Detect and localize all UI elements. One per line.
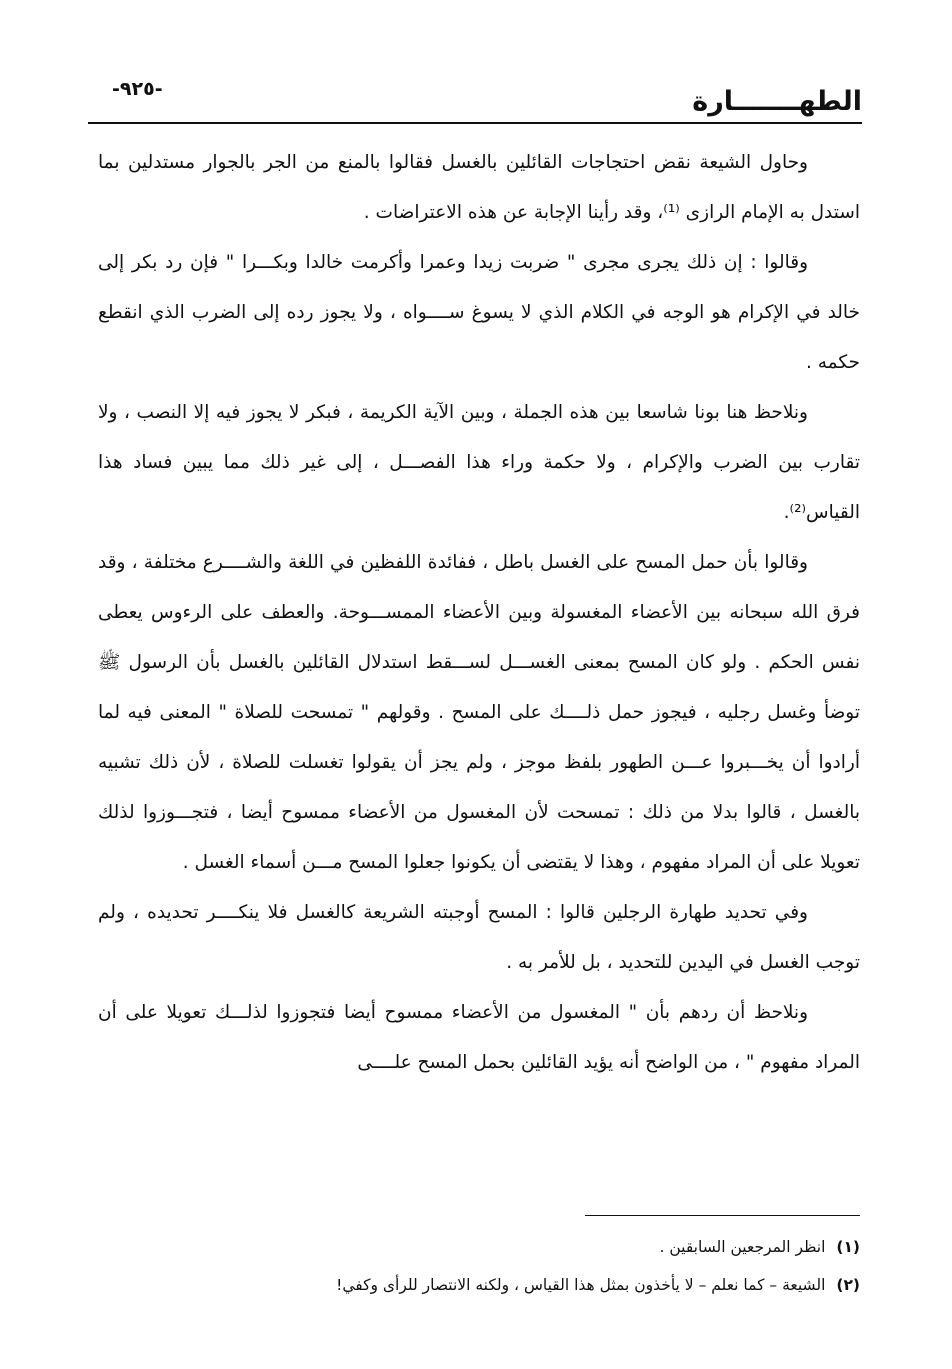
footnote — [98, 1228, 860, 1266]
running-title: الطهـــــــارة — [692, 86, 862, 117]
paragraph: وحاول الشيعة نقض احتجاجات القائلين بالغسل فقالوا بالمنع من الجر بالجوار مستدلين بما استدل به الإمام الرازى ⁽¹⁾، وقد رأينا الإجابة عن هذه الاعتراضات . — [98, 152, 860, 223]
header-divider — [88, 122, 862, 124]
footnote-text: انظر المرجعين السابقين . — [659, 1238, 826, 1256]
paragraph: وقالوا : إن ذلك يجرى مجرى " ضربت زيدا وعمرا وأكرمت خالدا وبكـــرا " فإن رد بكر إلى خالد في الإكرام هو الوجه في الكلام الذي لا يسوغ ســــواه ، ولا يجوز رده إلى الضرب الذي انقطع حكمه . — [98, 252, 860, 373]
footnote — [98, 1266, 860, 1304]
footnote-number: (٢) — [836, 1276, 860, 1294]
footnote-divider — [585, 1215, 860, 1216]
paragraph: وقالوا بأن حمل المسح على الغسل باطل ، ففائدة اللفظين في اللغة والشــــرع مختلفة ، وقد فرق الله سبحانه بين الأعضاء المغسولة وبين الأعضاء الممســـوحة. والعطف على الرءوس يعطى نفس الحكم . ولو كان المسح بمعنى الغســـل لســـقط استدلال القائلين بالغسل بأن الرسول ﷺ توضأ وغسل رجليه ، فيجوز حمل ذلــــك على المسح . وقولهم " تمسحت للصلاة " المعنى فيه لما أرادوا أن يخـــبروا عـــن الطهور بلفظ موجز ، ولم يجز أن يقولوا تغسلت للصلاة ، لأن ذلك تشبيه بالغسل ، قالوا بدلا من ذلك : تمسحت لأن المغسول من الأعضاء ممسوح أيضا ، فتجـــوزوا لذلك تعويلا على أن المراد مفهوم ، وهذا لا يقتضى أن يكونوا جعلوا المسح مـــن أسماء الغسل . — [98, 552, 860, 873]
main-text — [98, 138, 860, 1088]
paragraph: وفي تحديد طهارة الرجلين قالوا : المسح أوجبته الشريعة كالغسل فلا ينكــــر تحديده ، ولم توجب الغسل في اليدين للتحديد ، بل للأمر به . — [98, 902, 860, 973]
footnote-number: (١) — [836, 1238, 860, 1256]
page-number: -٩٢٥- — [112, 78, 163, 100]
paragraph: ونلاحظ أن ردهم بأن " المغسول من الأعضاء ممسوح أيضا فتجوزوا لذلـــك تعويلا على أن المراد مفهوم " ، من الواضح أنه يؤيد القائلين بحمل المسح علــــى — [98, 1002, 860, 1073]
footnotes — [98, 1228, 860, 1304]
footnote-text: الشيعة – كما نعلم – لا يأخذون بمثل هذا القياس ، ولكنه الانتصار للرأى وكفي! — [336, 1276, 826, 1294]
paragraph: ونلاحظ هنا بونا شاسعا بين هذه الجملة ، وبين الآية الكريمة ، فبكر لا يجوز فيه إلا النصب ، ولا تقارب بين الضرب والإكرام ، ولا حكمة وراء هذا الفصـــل ، إلى غير ذلك مما يبين فساد هذا القياس⁽²⁾. — [98, 402, 860, 523]
page-header — [90, 78, 862, 126]
